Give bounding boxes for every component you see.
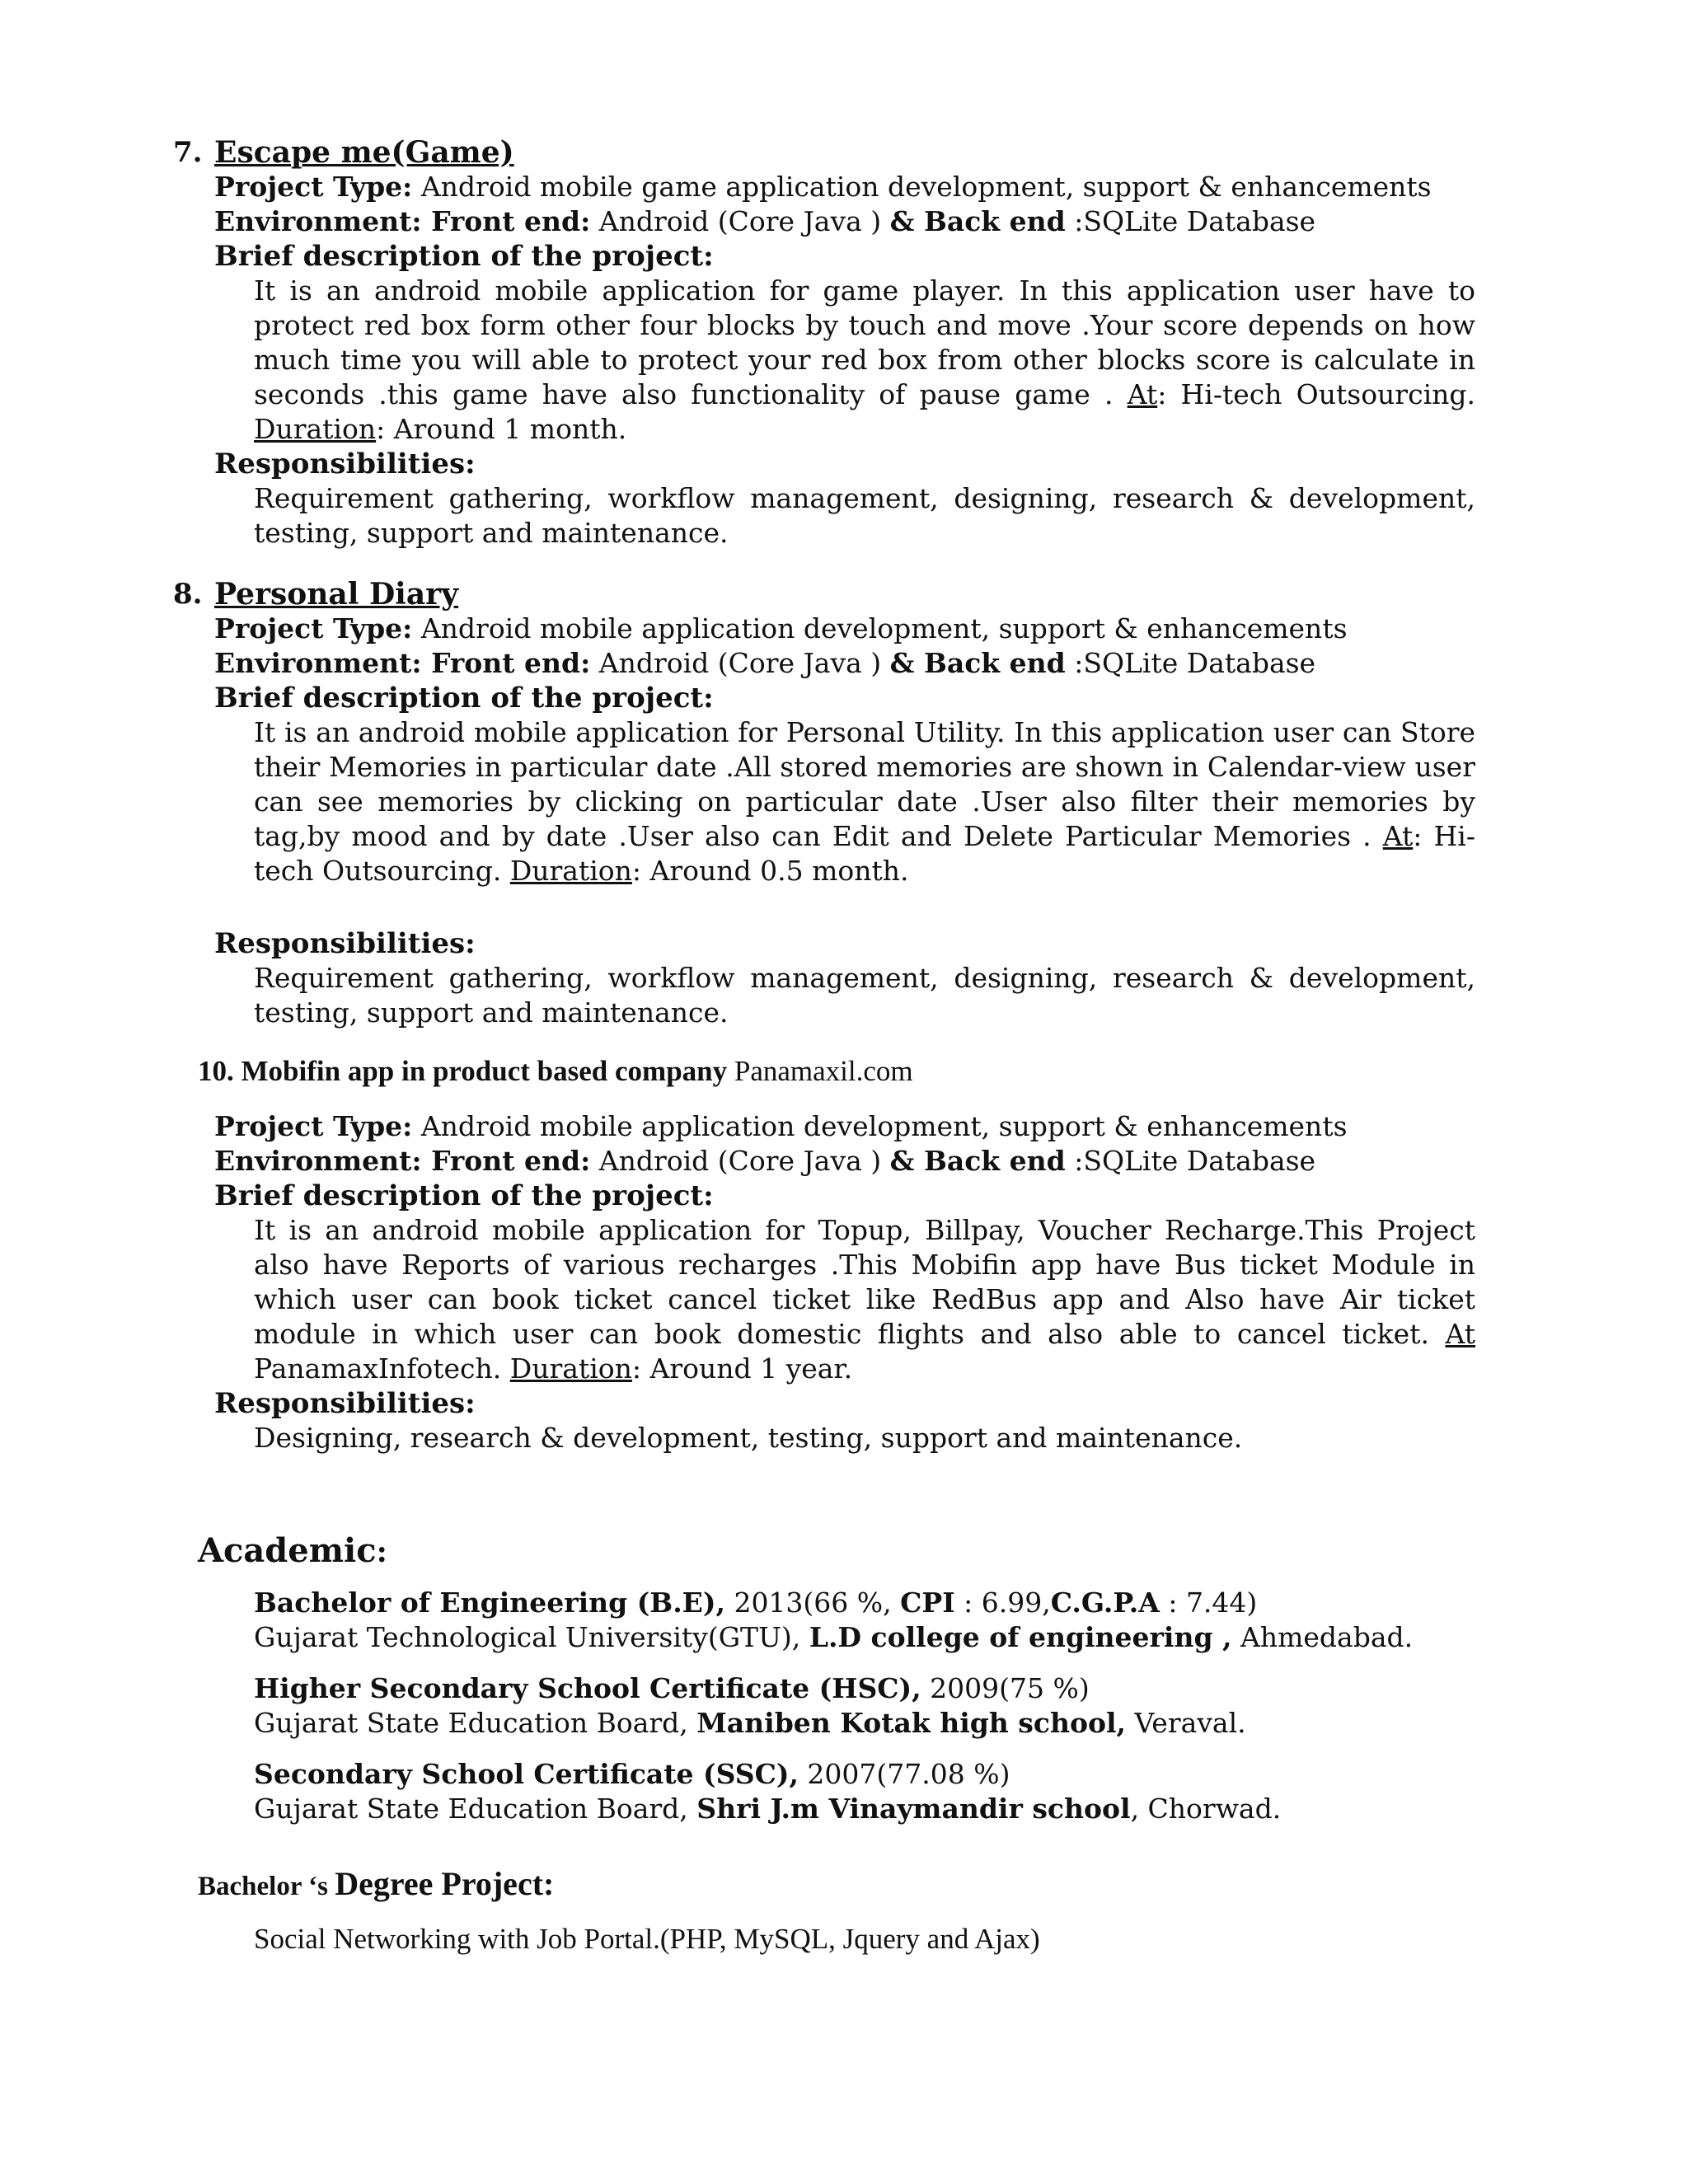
academic-item-be: Bachelor of Engineering (B.E), 2013(66 %, CPI : 6.99,C.G.P.A : 7.44) Gujarat Technological University(GTU), L.D college of engineering , Ahmedabad.	[254, 1586, 1414, 1653]
project-description: It is an android mobile application for game player. In this application user have to protect red box form other four blocks by touch and move .Your score depends on how much time you will able to protect your red box from other blocks score is calculate in seconds .this game have also functionality of pause game . At: Hi-tech Outsourcing. Duration: Around 1 month.	[254, 274, 1475, 445]
project-description: It is an android mobile application for Personal Utility. In this application user can Store their Memories in particular date .All stored memories are shown in Calendar-view user can see memories by clicking on particular date .User also filter their memories by tag,by mood and by date .User also can Edit and Delete Particular Memories . At: Hi-tech Outsourcing. Duration: Around 0.5 month.	[254, 716, 1475, 887]
responsibilities-label: Responsibilities:	[214, 1387, 476, 1420]
brief-description-label: Brief description of the project:	[214, 240, 714, 273]
project-description: It is an android mobile application for Topup, Billpay, Voucher Recharge.This Project also have Reports of various recharges .This Mobifin app have Bus ticket Module in which user can book ticket cancel ticket like RedBus app and Also have Air ticket module in which user can book domestic flights and also able to cancel ticket. At PanamaxInfotech. Duration: Around 1 year.	[254, 1214, 1475, 1385]
project-number: 7.	[173, 136, 203, 169]
project-number: 8.	[173, 578, 203, 611]
project-type: Project Type: Android mobile game application development, support & enhancements	[214, 171, 1432, 203]
responsibilities-label: Responsibilities:	[214, 927, 476, 960]
project-environment: Environment: Front end: Android (Core Java ) & Back end :SQLite Database	[214, 205, 1316, 237]
project-10	[214, 1109, 1475, 1455]
project-title: Mobifin app in product based company	[241, 1055, 728, 1087]
project-number: 10.	[198, 1055, 234, 1087]
academic-item-ssc: Secondary School Certificate (SSC), 2007(77.08 %) Gujarat State Education Board, Shri J.m Vinaymandir school, Chorwad.	[254, 1758, 1282, 1825]
responsibilities-label: Responsibilities:	[214, 448, 476, 480]
company-name: Panamaxil.com	[734, 1055, 913, 1087]
responsibilities-text: Designing, research & development, testing, support and maintenance.	[254, 1422, 1243, 1454]
project-7	[173, 135, 1475, 551]
degree-project-text: Social Networking with Job Portal.(PHP, MySQL, Jquery and Ajax)	[254, 1923, 1040, 1955]
brief-description-label: Brief description of the project:	[214, 1179, 714, 1212]
responsibilities-text: Requirement gathering, workflow management, designing, research & development, testing, support and maintenance.	[254, 962, 1475, 1029]
project-type: Project Type: Android mobile application development, support & enhancements	[214, 1110, 1348, 1142]
project-8	[173, 577, 1475, 1030]
project-10-heading	[198, 1055, 913, 1088]
responsibilities-text: Requirement gathering, workflow management, designing, research & development, testing, support and maintenance.	[254, 482, 1475, 549]
project-title: Escape me(Game)	[214, 135, 514, 170]
project-environment: Environment: Front end: Android (Core Java ) & Back end :SQLite Database	[214, 1145, 1316, 1177]
project-type: Project Type: Android mobile application development, support & enhancements	[214, 612, 1348, 644]
degree-project-heading: Bachelor ‘s Degree Project:	[198, 1865, 555, 1902]
academic-item-hsc: Higher Secondary School Certificate (HSC), 2009(75 %) Gujarat State Education Board, Maniben Kotak high school, Veraval.	[254, 1672, 1246, 1739]
project-title: Personal Diary	[214, 577, 459, 612]
academic-heading: Academic:	[198, 1531, 387, 1570]
brief-description-label: Brief description of the project:	[214, 682, 714, 715]
project-environment: Environment: Front end: Android (Core Java ) & Back end :SQLite Database	[214, 647, 1316, 679]
